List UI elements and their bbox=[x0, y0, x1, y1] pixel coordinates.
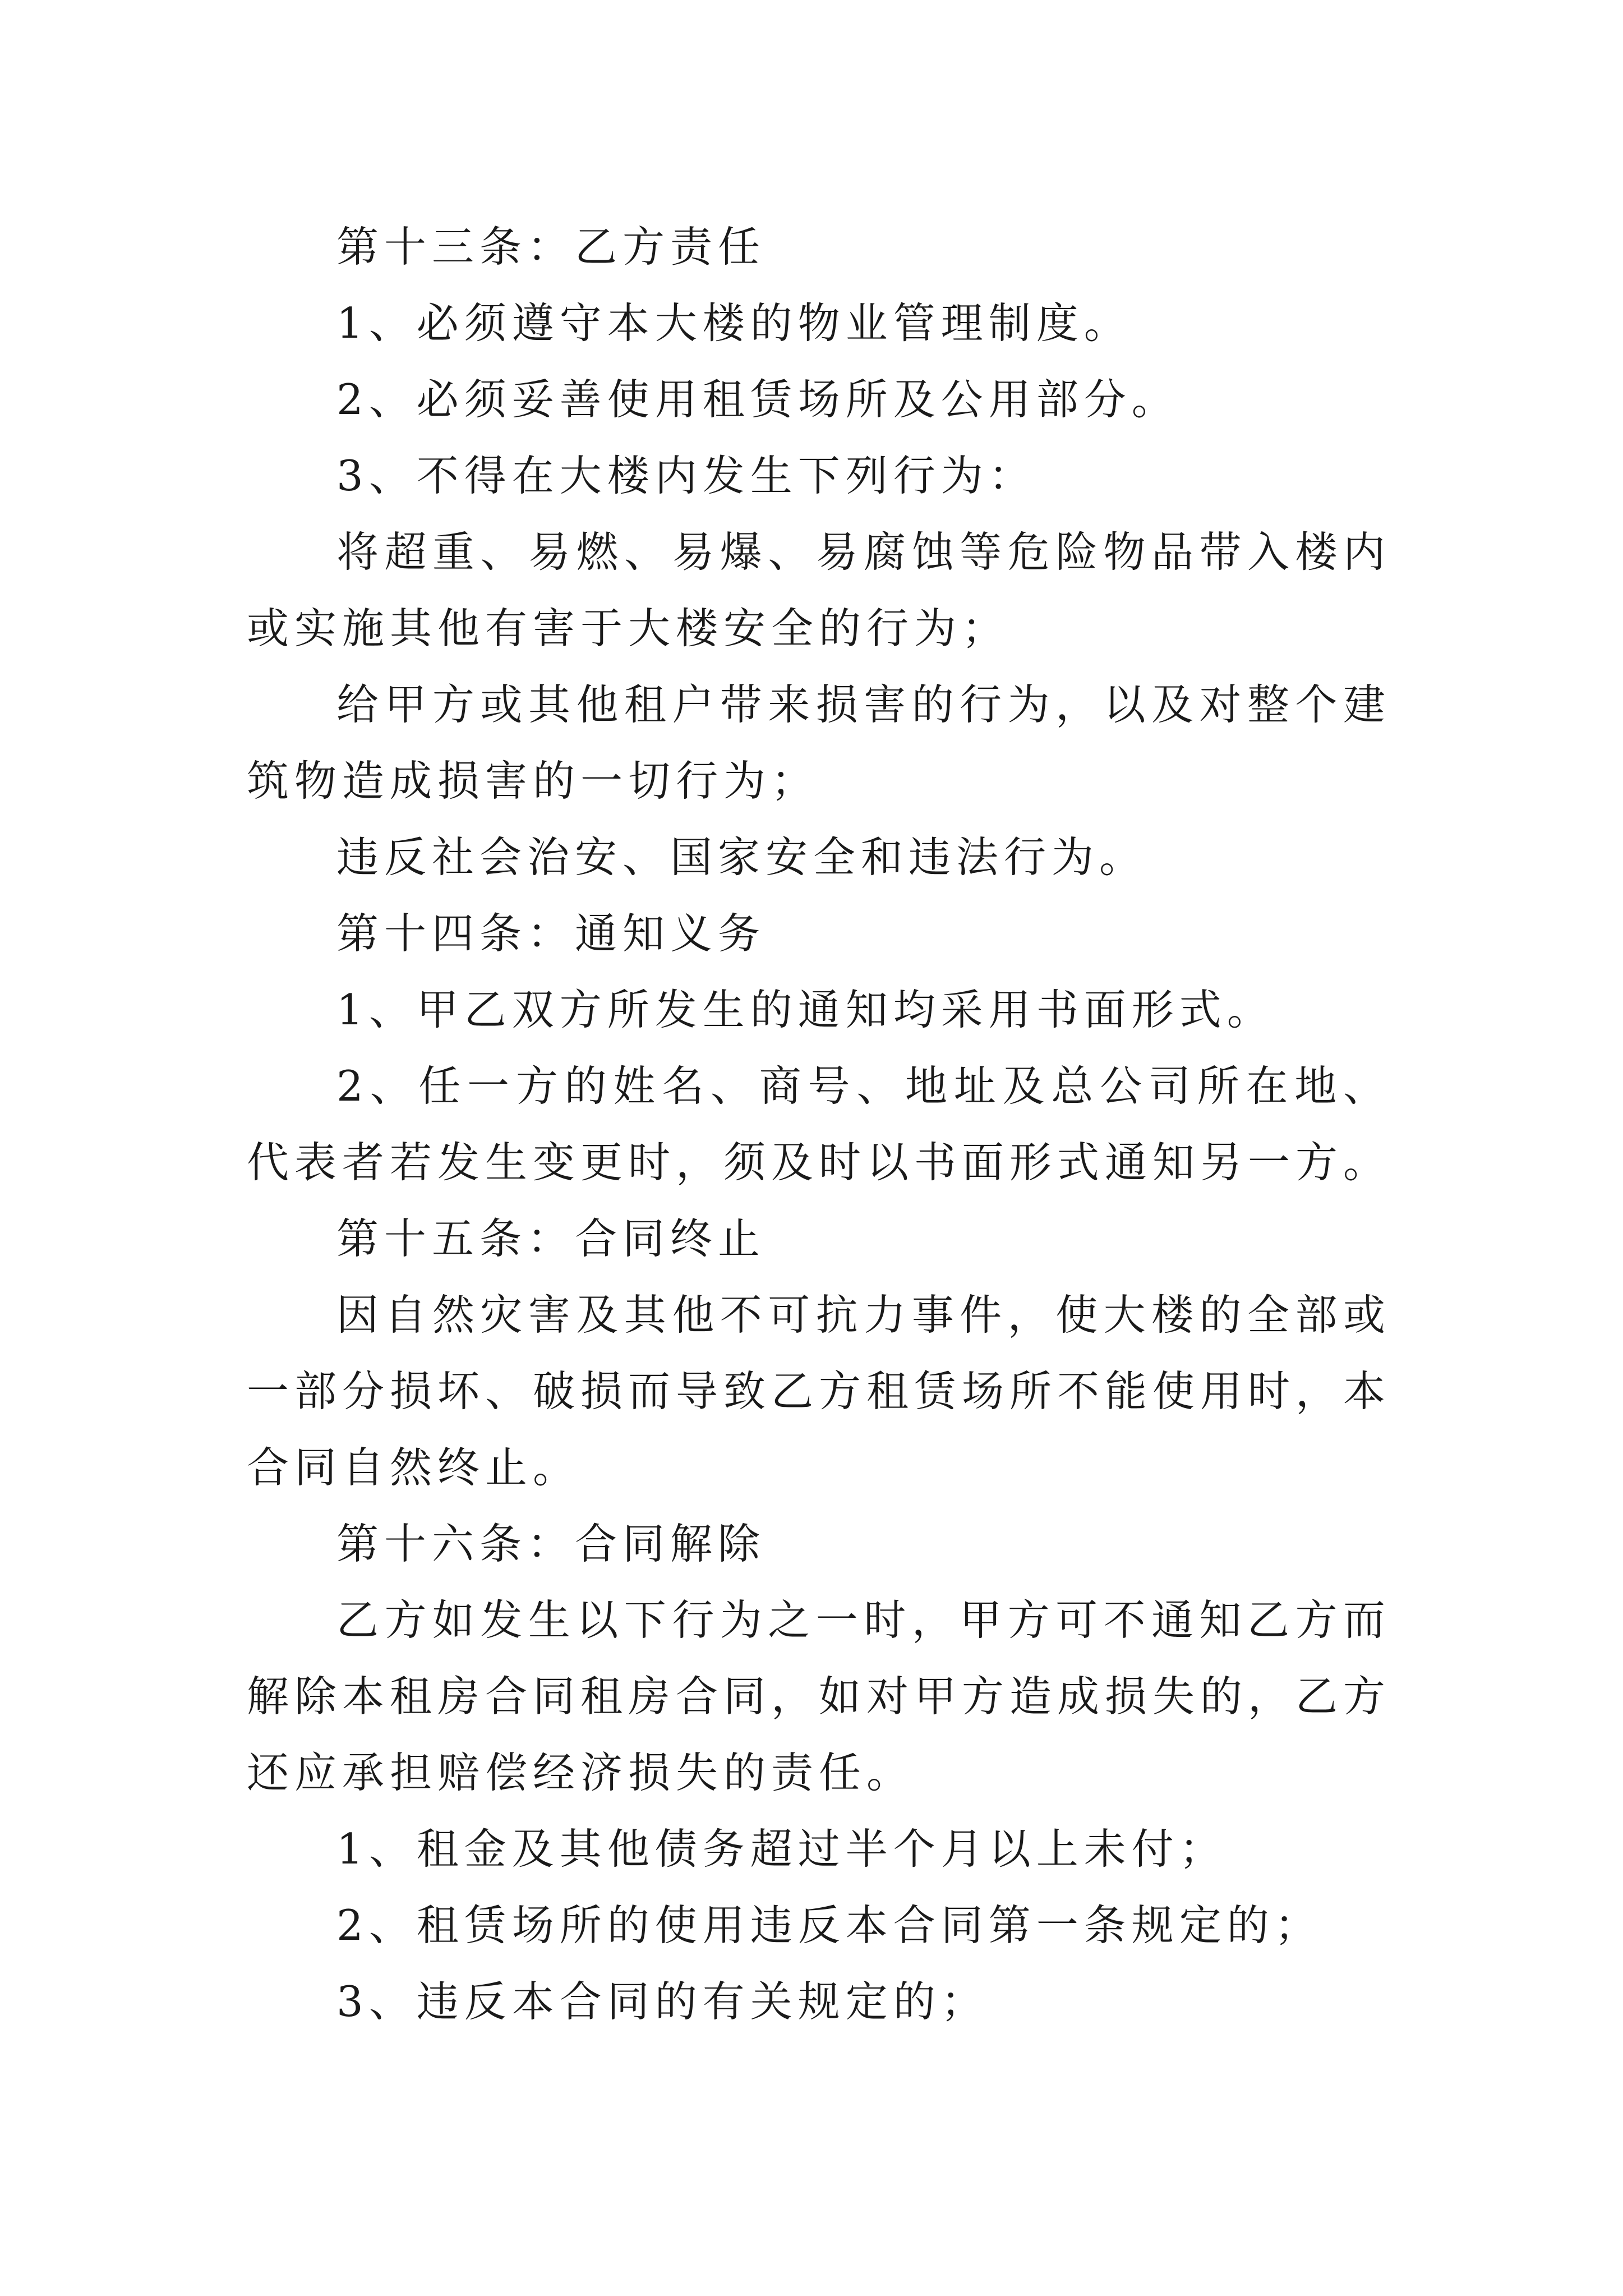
paragraph: 乙方如发生以下行为之一时，甲方可不通知乙方而解除本租房合同租房合同，如对甲方造成损失的，乙方还应承担赔偿经济损失的责任。 bbox=[247, 1595, 1391, 1797]
paragraph: 因自然灾害及其他不可抗力事件，使大楼的全部或一部分损坏、破损而导致乙方租赁场所不能使用时，本合同自然终止。 bbox=[247, 1290, 1391, 1492]
list-item: 3、不得在大楼内发生下列行为： bbox=[336, 451, 1036, 500]
list-item: 3、违反本合同的有关规定的； bbox=[336, 1977, 989, 2026]
section-heading-15: 第十五条：合同终止 bbox=[336, 1214, 766, 1263]
list-item: 2、必须妥善使用租赁场所及公用部分。 bbox=[336, 375, 1179, 424]
list-item: 2、任一方的姓名、商号、地址及总公司所在地、代表者若发生变更时，须及时以书面形式通知另一方。 bbox=[247, 1061, 1391, 1187]
section-heading-13: 第十三条：乙方责任 bbox=[336, 222, 766, 272]
list-item: 1、租金及其他债务超过半个月以上未付； bbox=[336, 1824, 1227, 1874]
document-body bbox=[247, 209, 1391, 2040]
list-item: 1、必须遵守本大楼的物业管理制度。 bbox=[336, 298, 1132, 348]
section-heading-16: 第十六条：合同解除 bbox=[336, 1519, 766, 1568]
list-item: 2、租赁场所的使用违反本合同第一条规定的； bbox=[336, 1901, 1322, 1950]
list-item: 1、甲乙双方所发生的通知均采用书面形式。 bbox=[336, 985, 1275, 1034]
paragraph: 违反社会治安、国家安全和违法行为。 bbox=[336, 832, 1147, 882]
section-heading-14: 第十四条：通知义务 bbox=[336, 909, 766, 958]
paragraph: 将超重、易燃、易爆、易腐蚀等危险物品带入楼内或实施其他有害于大楼安全的行为； bbox=[247, 527, 1391, 653]
paragraph: 给甲方或其他租户带来损害的行为，以及对整个建筑物造成损害的一切行为； bbox=[247, 680, 1391, 806]
